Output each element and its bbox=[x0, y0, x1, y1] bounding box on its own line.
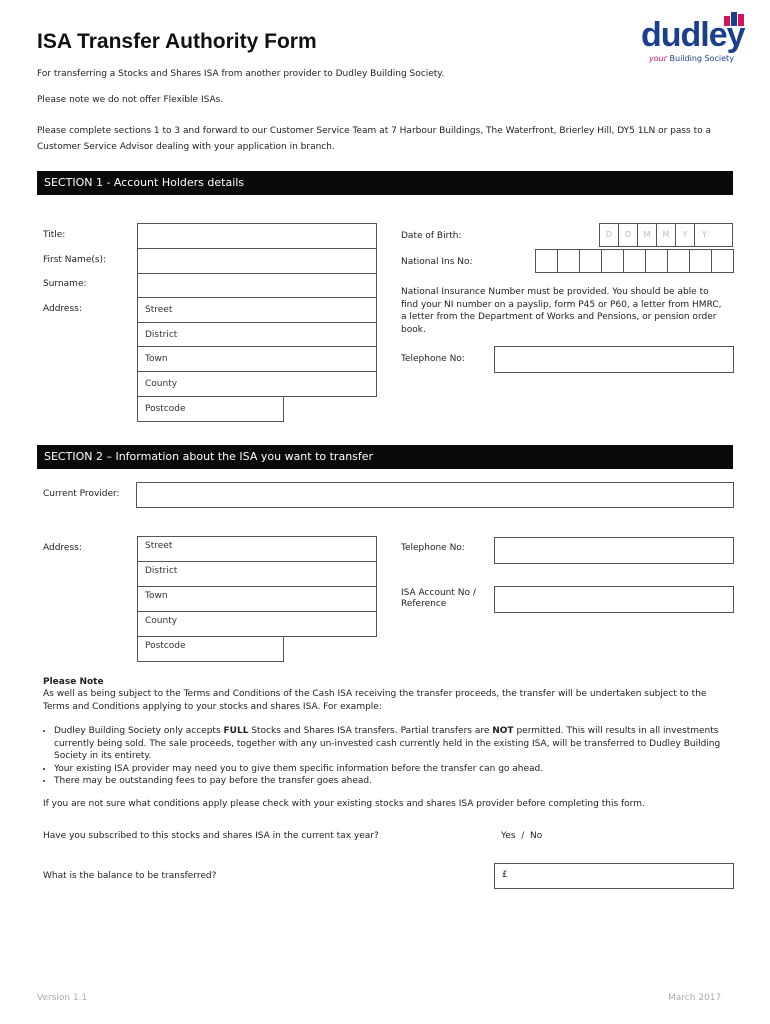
s2-district-input[interactable]: District bbox=[137, 561, 377, 587]
surname-input[interactable] bbox=[137, 273, 377, 299]
section2-heading: SECTION 2 – Information about the ISA you want to transfer bbox=[37, 445, 733, 469]
ni-cell bbox=[646, 250, 668, 272]
dob-cell-d2: D bbox=[619, 224, 638, 246]
ni-cell bbox=[624, 250, 646, 272]
balance-question: What is the balance to be transferred? bbox=[43, 871, 217, 881]
ni-cell bbox=[668, 250, 690, 272]
dudley-logo bbox=[641, 10, 751, 68]
s1-telephone-label: Telephone No: bbox=[401, 354, 465, 364]
dob-cell-m1: M bbox=[638, 224, 657, 246]
title-label: Title: bbox=[43, 230, 66, 240]
subscribed-options[interactable]: Yes / No bbox=[501, 831, 543, 841]
s2-town-input[interactable]: Town bbox=[137, 586, 377, 612]
isa-account-label bbox=[401, 588, 476, 610]
note-bullet-1-not: NOT bbox=[492, 726, 514, 736]
closing-note: If you are not sure what conditions apply please check with your existing stocks and shares ISA provider before completing this form. bbox=[43, 799, 645, 809]
intro-line-2: Please note we do not offer Flexible ISAs. bbox=[37, 95, 224, 105]
subscribed-question: Have you subscribed to this stocks and shares ISA in the current tax year? bbox=[43, 831, 379, 841]
s1-town-input[interactable]: Town bbox=[137, 346, 377, 372]
please-note-heading: Please Note bbox=[43, 677, 104, 687]
s2-postcode-input[interactable]: Postcode bbox=[137, 636, 284, 662]
please-note-list bbox=[43, 725, 723, 788]
isa-account-input[interactable] bbox=[494, 586, 734, 613]
page-title: ISA Transfer Authority Form bbox=[37, 30, 317, 53]
ni-note: National Insurance Number must be provided. You should be able to find your NI number on a payslip, form P45 or P60, a letter from HMRC, a letter from the Department of Works and Pensions, or pension order book. bbox=[401, 287, 722, 335]
balance-input[interactable] bbox=[494, 863, 734, 889]
section1-heading: SECTION 1 - Account Holders details bbox=[37, 171, 733, 195]
logo-tagline-your: your bbox=[649, 54, 667, 63]
s1-street-input[interactable]: Street bbox=[137, 297, 377, 323]
dob-cell-y2: Y bbox=[702, 230, 707, 239]
footer-version: Version 1.1 bbox=[37, 993, 88, 1003]
note-bullet-1-a: Dudley Building Society only accepts bbox=[54, 726, 224, 736]
s2-telephone-input[interactable] bbox=[494, 537, 734, 564]
currency-symbol: £ bbox=[502, 870, 508, 880]
s1-district-input[interactable]: District bbox=[137, 322, 377, 348]
s2-county-input[interactable]: County bbox=[137, 611, 377, 637]
current-provider-label: Current Provider: bbox=[43, 489, 120, 499]
note-bullet-1-full: FULL bbox=[223, 726, 249, 736]
note-bullet-1-e: permitted. This will results in all investments currently being sold. The sale proceeds, together with any un-invested cash currently held in the existing ISA, will be transferred to Dudley Building Society in its entirety. bbox=[54, 726, 721, 761]
first-name-label: First Name(s): bbox=[43, 255, 107, 265]
s2-street-input[interactable]: Street bbox=[137, 536, 377, 562]
logo-tagline-rest: Building Society bbox=[669, 54, 734, 63]
note-bullet-2: • Your existing ISA provider may need you to give them specific information before the transfer can go ahead. bbox=[54, 763, 723, 776]
note-bullet-1-c: Stocks and Shares ISA transfers. Partial transfers are bbox=[248, 726, 493, 736]
ni-cell bbox=[602, 250, 624, 272]
note-bullet-1 bbox=[54, 725, 723, 763]
dob-cell-y1: Y bbox=[676, 224, 695, 246]
please-note-paragraph: As well as being subject to the Terms and Conditions of the Cash ISA receiving the transfer proceeds, the transfer will be undertaken subject to the Terms and Conditions applying to your stocks and shares ISA. For example: bbox=[43, 689, 707, 712]
surname-label: Surname: bbox=[43, 279, 87, 289]
ni-input[interactable] bbox=[535, 249, 734, 273]
s2-address-label: Address: bbox=[43, 543, 82, 553]
logo-tagline bbox=[649, 54, 734, 63]
ni-cell bbox=[580, 250, 602, 272]
ni-label: National Ins No: bbox=[401, 257, 473, 267]
logo-wordmark: dudley bbox=[641, 16, 745, 54]
first-name-input[interactable] bbox=[137, 248, 377, 274]
dob-cell-d1: D bbox=[600, 224, 619, 246]
isa-account-label-line1: ISA Account No / bbox=[401, 588, 476, 598]
isa-account-label-line2: Reference bbox=[401, 599, 447, 609]
address-label: Address: bbox=[43, 304, 82, 314]
s2-telephone-label: Telephone No: bbox=[401, 543, 465, 553]
note-bullet-3: • There may be outstanding fees to pay before the transfer goes ahead. bbox=[54, 775, 723, 788]
ni-cell bbox=[558, 250, 580, 272]
ni-cell bbox=[712, 250, 734, 272]
ni-cell bbox=[536, 250, 558, 272]
footer-date: March 2017 bbox=[668, 993, 722, 1003]
s1-county-input[interactable]: County bbox=[137, 371, 377, 397]
dob-cell-m2: M bbox=[657, 224, 676, 246]
title-input[interactable] bbox=[137, 223, 377, 249]
s1-telephone-input[interactable] bbox=[494, 346, 734, 373]
dob-label: Date of Birth: bbox=[401, 231, 462, 241]
ni-cell bbox=[690, 250, 712, 272]
s1-postcode-input[interactable]: Postcode bbox=[137, 396, 284, 422]
dob-input[interactable] bbox=[599, 223, 733, 247]
current-provider-input[interactable] bbox=[136, 482, 734, 508]
intro-line-3: Please complete sections 1 to 3 and forward to our Customer Service Team at 7 Harbour Buildings, The Waterfront, Brierley Hill, DY5 1LN or pass to a Customer Service Advisor dealing with your application in branch. bbox=[37, 126, 712, 152]
intro-line-1: For transferring a Stocks and Shares ISA from another provider to Dudley Building Society. bbox=[37, 69, 445, 79]
